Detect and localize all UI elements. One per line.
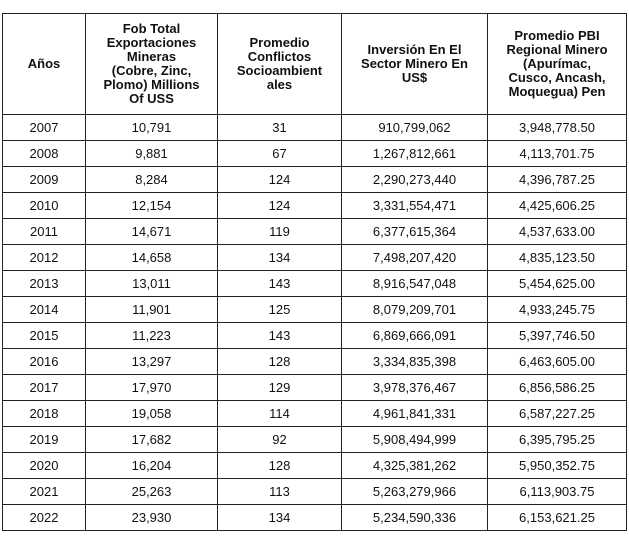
fob-exports-cell: 14,671 — [86, 219, 218, 245]
header-line: (Cobre, Zinc, — [111, 63, 192, 78]
regional-gdp-cell: 4,933,245.75 — [488, 297, 627, 323]
year-cell: 2007 — [3, 115, 86, 141]
table-row — [3, 375, 627, 401]
header-fob-exports — [86, 14, 218, 115]
year-cell: 2019 — [3, 427, 86, 453]
year-cell: 2015 — [3, 323, 86, 349]
header-line: Socioambient — [236, 63, 323, 78]
header-line: Moquegua) Pen — [508, 84, 606, 99]
year-cell: 2021 — [3, 479, 86, 505]
header-row — [3, 14, 627, 115]
year-cell: 2014 — [3, 297, 86, 323]
table-row — [3, 245, 627, 271]
regional-gdp-cell: 5,950,352.75 — [488, 453, 627, 479]
fob-exports-cell: 19,058 — [86, 401, 218, 427]
investment-cell: 6,869,666,091 — [342, 323, 488, 349]
table-row — [3, 401, 627, 427]
header-line: Mineras — [126, 49, 177, 64]
investment-cell: 4,961,841,331 — [342, 401, 488, 427]
header-line: Fob Total — [122, 21, 181, 36]
regional-gdp-cell: 6,395,795.25 — [488, 427, 627, 453]
year-cell: 2016 — [3, 349, 86, 375]
fob-exports-cell: 25,263 — [86, 479, 218, 505]
header-line: US$ — [401, 70, 428, 85]
header-line: ales — [266, 77, 293, 92]
header-mining-investment — [342, 14, 488, 115]
conflicts-cell: 128 — [218, 349, 342, 375]
conflicts-cell: 119 — [218, 219, 342, 245]
conflicts-cell: 128 — [218, 453, 342, 479]
investment-cell: 8,916,547,048 — [342, 271, 488, 297]
regional-gdp-cell: 4,835,123.50 — [488, 245, 627, 271]
fob-exports-cell: 17,682 — [86, 427, 218, 453]
fob-exports-cell: 12,154 — [86, 193, 218, 219]
header-line: Años — [27, 56, 61, 71]
fob-exports-cell: 11,223 — [86, 323, 218, 349]
header-line: Plomo) Millions — [103, 77, 200, 92]
investment-cell: 5,234,590,336 — [342, 505, 488, 531]
table-row — [3, 141, 627, 167]
conflicts-cell: 134 — [218, 505, 342, 531]
conflicts-cell: 31 — [218, 115, 342, 141]
table-row — [3, 479, 627, 505]
conflicts-cell: 124 — [218, 167, 342, 193]
fob-exports-cell: 11,901 — [86, 297, 218, 323]
year-cell: 2010 — [3, 193, 86, 219]
investment-cell: 3,334,835,398 — [342, 349, 488, 375]
header-years — [3, 14, 86, 115]
header-line: Regional Minero — [506, 42, 608, 57]
regional-gdp-cell: 6,463,605.00 — [488, 349, 627, 375]
investment-cell: 8,079,209,701 — [342, 297, 488, 323]
table-row — [3, 271, 627, 297]
conflicts-cell: 143 — [218, 323, 342, 349]
investment-cell: 3,978,376,467 — [342, 375, 488, 401]
conflicts-cell: 113 — [218, 479, 342, 505]
investment-cell: 7,498,207,420 — [342, 245, 488, 271]
table-row — [3, 167, 627, 193]
table-row — [3, 349, 627, 375]
table-row — [3, 193, 627, 219]
year-cell: 2008 — [3, 141, 86, 167]
investment-cell: 910,799,062 — [342, 115, 488, 141]
header-regional-gdp — [488, 14, 627, 115]
year-cell: 2011 — [3, 219, 86, 245]
table-row — [3, 323, 627, 349]
investment-cell: 5,263,279,966 — [342, 479, 488, 505]
mining-data-table — [2, 13, 627, 531]
regional-gdp-cell: 6,153,621.25 — [488, 505, 627, 531]
header-line: Sector Minero En — [361, 56, 468, 71]
investment-cell: 6,377,615,364 — [342, 219, 488, 245]
regional-gdp-cell: 4,396,787.25 — [488, 167, 627, 193]
year-cell: 2018 — [3, 401, 86, 427]
regional-gdp-cell: 6,113,903.75 — [488, 479, 627, 505]
header-social-conflicts — [218, 14, 342, 115]
conflicts-cell: 92 — [218, 427, 342, 453]
regional-gdp-cell: 3,948,778.50 — [488, 115, 627, 141]
regional-gdp-cell: 6,587,227.25 — [488, 401, 627, 427]
fob-exports-cell: 23,930 — [86, 505, 218, 531]
year-cell: 2020 — [3, 453, 86, 479]
conflicts-cell: 125 — [218, 297, 342, 323]
table-row — [3, 297, 627, 323]
regional-gdp-cell: 6,856,586.25 — [488, 375, 627, 401]
conflicts-cell: 143 — [218, 271, 342, 297]
table-row — [3, 505, 627, 531]
year-cell: 2009 — [3, 167, 86, 193]
year-cell: 2022 — [3, 505, 86, 531]
investment-cell: 1,267,812,661 — [342, 141, 488, 167]
fob-exports-cell: 13,297 — [86, 349, 218, 375]
year-cell: 2013 — [3, 271, 86, 297]
fob-exports-cell: 17,970 — [86, 375, 218, 401]
investment-cell: 5,908,494,999 — [342, 427, 488, 453]
conflicts-cell: 67 — [218, 141, 342, 167]
year-cell: 2012 — [3, 245, 86, 271]
header-line: Of USS — [129, 91, 174, 106]
table-row — [3, 427, 627, 453]
regional-gdp-cell: 4,113,701.75 — [488, 141, 627, 167]
header-line: Promedio — [249, 35, 310, 50]
table-row — [3, 453, 627, 479]
year-cell: 2017 — [3, 375, 86, 401]
conflicts-cell: 114 — [218, 401, 342, 427]
fob-exports-cell: 16,204 — [86, 453, 218, 479]
table-body — [3, 115, 627, 531]
header-line: Promedio PBI — [514, 28, 600, 43]
header-line: Exportaciones — [106, 35, 197, 50]
regional-gdp-cell: 5,397,746.50 — [488, 323, 627, 349]
table-row — [3, 219, 627, 245]
regional-gdp-cell: 4,425,606.25 — [488, 193, 627, 219]
header-line: Inversión En El — [367, 42, 462, 57]
conflicts-cell: 134 — [218, 245, 342, 271]
regional-gdp-cell: 5,454,625.00 — [488, 271, 627, 297]
fob-exports-cell: 13,011 — [86, 271, 218, 297]
header-line: Conflictos — [247, 49, 312, 64]
fob-exports-cell: 10,791 — [86, 115, 218, 141]
investment-cell: 3,331,554,471 — [342, 193, 488, 219]
regional-gdp-cell: 4,537,633.00 — [488, 219, 627, 245]
investment-cell: 2,290,273,440 — [342, 167, 488, 193]
header-line: (Apurímac, — [523, 56, 591, 71]
header-line: Cusco, Ancash, — [508, 70, 606, 85]
fob-exports-cell: 8,284 — [86, 167, 218, 193]
fob-exports-cell: 9,881 — [86, 141, 218, 167]
investment-cell: 4,325,381,262 — [342, 453, 488, 479]
fob-exports-cell: 14,658 — [86, 245, 218, 271]
conflicts-cell: 129 — [218, 375, 342, 401]
table-row — [3, 115, 627, 141]
conflicts-cell: 124 — [218, 193, 342, 219]
